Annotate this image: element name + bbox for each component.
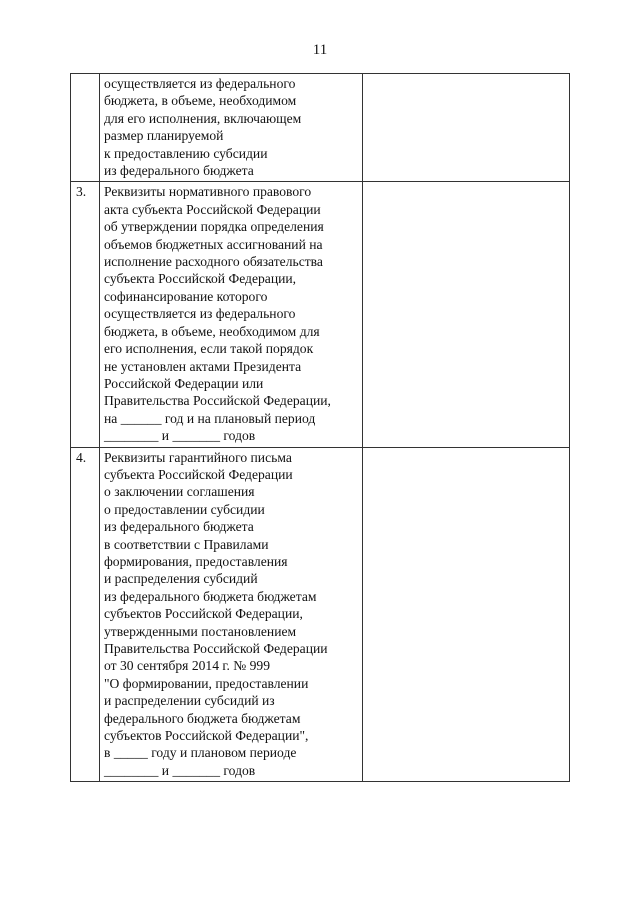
text-line: утвержденными постановлением [104,623,297,639]
text-line: Реквизиты нормативного правового [104,184,312,200]
text-line: и распределения субсидий [104,571,258,587]
text-line: о предоставлении субсидии [104,501,265,517]
requisites-table-body [71,74,570,782]
row-value-cell [363,447,570,782]
text-line: в соответствии с Правилами [104,536,269,552]
table-row [71,74,570,182]
text-line: Правительства Российской Федерации [104,641,328,656]
text-line: субъекта Российской Федерации [104,466,293,482]
text-line: акта субъекта Российской Федерации [104,201,321,217]
text-line: для его исполнения, включающем [104,110,302,126]
text-line: из федерального бюджета [104,519,254,535]
page-number: 11 [312,42,328,58]
text-line: субъектов Российской Федерации", [104,728,309,744]
text-line: бюджета, в объеме, необходимом [104,93,297,109]
text-line: субъектов Российской Федерации, [104,606,303,622]
text-line: осуществляется из федерального [104,306,296,322]
text-line: Российской Федерации или [104,375,264,391]
text-line: Правительства Российской Федерации, [104,393,331,409]
text-line: о заключении соглашения [104,484,255,500]
text-line: об утверждении порядка определения [104,219,324,235]
text-line: на ______ год и на плановый период [104,410,316,426]
text-line: ________ и _______ годов [104,428,256,444]
row-text-cell [100,74,363,182]
text-line: размер планируемой [104,128,224,144]
text-line: софинансирование которого [104,288,268,304]
text-line: объемов бюджетных ассигнований на [104,236,323,252]
text-line: бюджета, в объеме, необходимом для [104,323,320,339]
text-line: ________ и _______ годов [104,762,256,778]
text-line: осуществляется из федерального [104,76,296,91]
text-line: формирования, предоставления [104,553,288,569]
text-line: от 30 сентября 2014 г. № 999 [104,658,271,674]
text-line: субъекта Российской Федерации, [104,271,297,287]
text-line: "О формировании, предоставлении [104,675,309,691]
row-number-cell [71,74,100,182]
text-line: к предоставлению субсидии [104,145,268,161]
text-line: его исполнения, если такой порядок [104,341,314,357]
table-row [71,182,570,447]
row-text-cell [100,182,363,447]
text-line: и распределении субсидий из [104,693,275,709]
text-line: не установлен актами Президента [104,358,302,374]
row-number-cell: 3. [71,182,100,447]
row-text-cell [100,447,363,782]
row-value-cell [363,182,570,447]
text-line: из федерального бюджета [104,163,254,179]
requisites-table [70,73,570,782]
text-line: из федерального бюджета бюджетам [104,588,317,604]
row-number-cell: 4. [71,447,100,782]
text-line: федерального бюджета бюджетам [104,710,301,726]
text-line: Реквизиты гарантийного письма [104,449,292,465]
row-value-cell [363,74,570,182]
text-line: в _____ году и плановом периоде [104,745,297,761]
table-row [71,447,570,782]
text-line: исполнение расходного обязательства [104,254,323,270]
